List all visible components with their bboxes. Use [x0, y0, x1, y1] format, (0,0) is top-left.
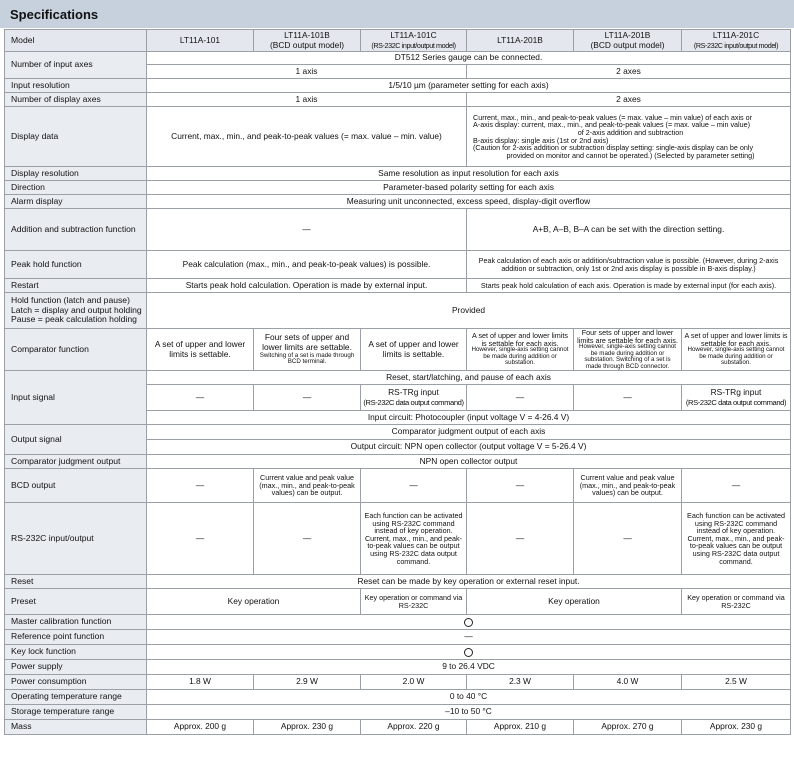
- row-label: Alarm display: [5, 195, 147, 209]
- header-row: [5, 30, 791, 52]
- cell: A set of upper and lower limits is settable.: [147, 329, 254, 371]
- cell: Provided: [147, 293, 791, 329]
- row-label: Reset: [5, 575, 147, 589]
- row-label: Mass: [5, 720, 147, 735]
- cell: 1 axis: [147, 65, 467, 79]
- cell: Key operation: [467, 589, 682, 615]
- row-storage-temp: [5, 705, 791, 720]
- cell: Measuring unit unconnected, excess speed, display-digit overflow: [147, 195, 791, 209]
- row-display-resolution: [5, 167, 791, 181]
- cell: Current value and peak value (max., min., and peak-to-peak values) can be output.: [574, 469, 682, 503]
- row-mass: [5, 720, 791, 735]
- row-reference: [5, 630, 791, 645]
- row-label: Storage temperature range: [5, 705, 147, 720]
- cell: RS-TRg input (RS-232C data output command): [361, 385, 467, 411]
- cell: 9 to 26.4 VDC: [147, 660, 791, 675]
- cell: –10 to 50 °C: [147, 705, 791, 720]
- cell: Parameter-based polarity setting for each axis: [147, 181, 791, 195]
- row-peak-hold: [5, 251, 791, 279]
- row-rs232: [5, 503, 791, 575]
- row-label: Restart: [5, 279, 147, 293]
- model-label: Model: [5, 30, 147, 52]
- cell: 2.5 W: [682, 675, 791, 690]
- row-label: Addition and subtraction function: [5, 209, 147, 251]
- cell: Each function can be activated using RS-232C command instead of key operation. Current, max., min., and peak-to-peak values can be output using RS-232C data output command.: [361, 503, 467, 575]
- row-label: Reference point function: [5, 630, 147, 645]
- cell: [147, 645, 791, 660]
- row-alarm: [5, 195, 791, 209]
- provided-circle-icon: [464, 648, 473, 657]
- cell: Current, max., min., and peak-to-peak values (= max. value – min. value): [147, 107, 467, 167]
- model-6: LT11A-201C (RS-232C input/output model): [682, 30, 791, 52]
- cell: —: [467, 385, 574, 411]
- cell: 4.0 W: [574, 675, 682, 690]
- row-hold: [5, 293, 791, 329]
- row-preset: [5, 589, 791, 615]
- cell: NPN open collector output: [147, 455, 791, 469]
- cell: —: [467, 469, 574, 503]
- row-master: [5, 615, 791, 630]
- cell: —: [147, 469, 254, 503]
- cell: 1.8 W: [147, 675, 254, 690]
- cell: Four sets of upper and lower limits are settable. Switching of a set is made through BCD terminal.: [254, 329, 361, 371]
- cell: 2.0 W: [361, 675, 467, 690]
- row-addsub: [5, 209, 791, 251]
- row-label: Hold function (latch and pause) Latch = display and output holding Pause = peak calculation holding: [5, 293, 147, 329]
- cell: 1/5/10 µm (parameter setting for each axis): [147, 79, 791, 93]
- cell: —: [361, 469, 467, 503]
- row-label: Input resolution: [5, 79, 147, 93]
- cell: Approx. 220 g: [361, 720, 467, 735]
- row-input-resolution: [5, 79, 791, 93]
- row-label: RS-232C input/output: [5, 503, 147, 575]
- cell: A set of upper and lower limits is settable for each axis. However, single-axis setting cannot be made during addition or substation.: [682, 329, 791, 371]
- cell: 0 to 40 °C: [147, 690, 791, 705]
- cell: —: [682, 469, 791, 503]
- cell: DT512 Series gauge can be connected.: [147, 52, 791, 65]
- cell: —: [467, 503, 574, 575]
- cell: Current value and peak value (max., min., and peak-to-peak values) can be output.: [254, 469, 361, 503]
- cell: —: [147, 630, 791, 645]
- cell: RS-TRg input (RS-232C data output command): [682, 385, 791, 411]
- cell: 2 axes: [467, 65, 791, 79]
- cell: Input circuit: Photocoupler (input voltage V = 4-26.4 V): [147, 411, 791, 425]
- row-bcd: [5, 469, 791, 503]
- row-label: Master calibration function: [5, 615, 147, 630]
- model-1: LT11A-101: [147, 30, 254, 52]
- row-label: Power supply: [5, 660, 147, 675]
- cell: Starts peak hold calculation of each axis. Operation is made by external input (for each axis).: [467, 279, 791, 293]
- cell: Key operation or command via RS-232C: [361, 589, 467, 615]
- row-operating-temp: [5, 690, 791, 705]
- row-label: Direction: [5, 181, 147, 195]
- row-label: Display resolution: [5, 167, 147, 181]
- cell: —: [574, 385, 682, 411]
- row-input-signal: [5, 371, 791, 385]
- cell: Output circuit: NPN open collector (output voltage V = 5-26.4 V): [147, 440, 791, 455]
- model-5: LT11A-201B (BCD output model): [574, 30, 682, 52]
- row-label: Number of input axes: [5, 52, 147, 79]
- cell: —: [147, 503, 254, 575]
- row-direction: [5, 181, 791, 195]
- model-3: LT11A-101C (RS-232C input/output model): [361, 30, 467, 52]
- cell: 2 axes: [467, 93, 791, 107]
- cell: [147, 615, 791, 630]
- row-label: Display data: [5, 107, 147, 167]
- cell: Key operation: [147, 589, 361, 615]
- row-output-signal: [5, 425, 791, 440]
- row-restart: [5, 279, 791, 293]
- cell: Current, max., min., and peak-to-peak values (= max. value – min value) of each axis or A-axis display: current, max., min., and peak-to-peak values (= max. value – min value) of 2-axis addition and subtraction B-axis display: single axis (1st or 2nd axis) (Caution for 2-axis addition or subtraction display setting: single-axis display can be only provided on monitor and cannot be operated.) (Selected by parameter setting): [467, 107, 791, 167]
- row-label: Operating temperature range: [5, 690, 147, 705]
- row-label: Number of display axes: [5, 93, 147, 107]
- cell: 2.9 W: [254, 675, 361, 690]
- provided-circle-icon: [464, 618, 473, 627]
- row-label: Comparator function: [5, 329, 147, 371]
- cell: —: [147, 385, 254, 411]
- row-power-consumption: [5, 675, 791, 690]
- row-comparator-output: [5, 455, 791, 469]
- cell: Same resolution as input resolution for each axis: [147, 167, 791, 181]
- cell: Reset can be made by key operation or external reset input.: [147, 575, 791, 589]
- cell: Approx. 230 g: [254, 720, 361, 735]
- row-keylock: [5, 645, 791, 660]
- row-display-data: [5, 107, 791, 167]
- row-display-axes: [5, 93, 791, 107]
- cell: 1 axis: [147, 93, 467, 107]
- cell: —: [254, 503, 361, 575]
- model-2: LT11A-101B (BCD output model): [254, 30, 361, 52]
- cell: Key operation or command via RS-232C: [682, 589, 791, 615]
- cell: Reset, start/latching, and pause of each axis: [147, 371, 791, 385]
- cell: Approx. 230 g: [682, 720, 791, 735]
- model-4: LT11A-201B: [467, 30, 574, 52]
- cell: 2.3 W: [467, 675, 574, 690]
- row-label: Peak hold function: [5, 251, 147, 279]
- cell: —: [574, 503, 682, 575]
- cell: Approx. 210 g: [467, 720, 574, 735]
- row-power-supply: [5, 660, 791, 675]
- row-comparator: [5, 329, 791, 371]
- cell: —: [254, 385, 361, 411]
- row-label: Input signal: [5, 371, 147, 425]
- cell: A set of upper and lower limits is settable.: [361, 329, 467, 371]
- cell: Four sets of upper and lower limits are settable for each axis. However, single-axis setting cannot be made during addition or substation. Switching of a set is made through BCD connector.: [574, 329, 682, 371]
- row-label: Output signal: [5, 425, 147, 455]
- cell: Approx. 200 g: [147, 720, 254, 735]
- row-label: Preset: [5, 589, 147, 615]
- row-reset: [5, 575, 791, 589]
- cell: Comparator judgment output of each axis: [147, 425, 791, 440]
- specifications-table: [4, 29, 791, 735]
- cell: A set of upper and lower limits is settable for each axis. However, single-axis setting cannot be made during addition or substation.: [467, 329, 574, 371]
- row-label: Power consumption: [5, 675, 147, 690]
- row-label: BCD output: [5, 469, 147, 503]
- row-label: Comparator judgment output: [5, 455, 147, 469]
- section-title: Specifications: [0, 0, 794, 28]
- cell: Each function can be activated using RS-232C command instead of key operation. Current, max., min., and peak-to-peak values can be output using RS-232C data output command.: [682, 503, 791, 575]
- cell: Peak calculation of each axis or addition/subtraction value is possible. (However, during 2-axis addition or subtraction, only 1st or 2nd axis display is possible in B-axis display.): [467, 251, 791, 279]
- row-label: Key lock function: [5, 645, 147, 660]
- cell: Starts peak hold calculation. Operation is made by external input.: [147, 279, 467, 293]
- row-input-axes: [5, 52, 791, 65]
- cell: Approx. 270 g: [574, 720, 682, 735]
- cell: Peak calculation (max., min., and peak-to-peak values) is possible.: [147, 251, 467, 279]
- cell: —: [147, 209, 467, 251]
- cell: A+B, A–B, B–A can be set with the direction setting.: [467, 209, 791, 251]
